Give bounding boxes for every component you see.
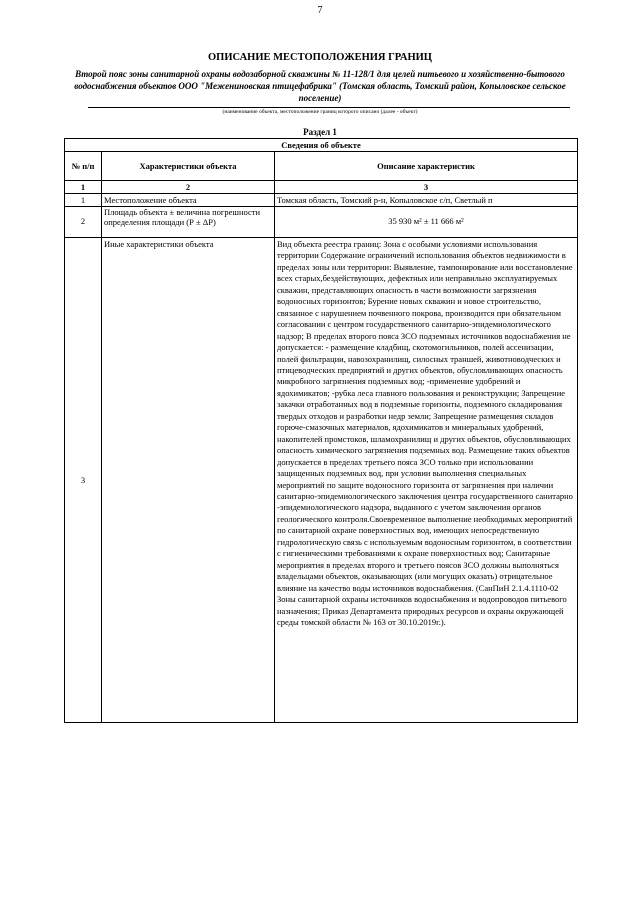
row-description: 35 930 м² ± 11 666 м² bbox=[275, 207, 578, 238]
section-title: Раздел 1 bbox=[303, 127, 337, 137]
object-info-table bbox=[64, 138, 578, 723]
document-subtitle: Второй пояс зоны санитарной охраны водозаборной скважины № 11-128/1 для целей питьевого и хозяйственно-бытового водоснабжения объектов ООО "Межениновская птицефабрика" (Томская область, Томский район, Копыловское сельское поселение) bbox=[74, 69, 566, 103]
table-header-row bbox=[65, 152, 578, 181]
row-description: Томская область, Томский р-н, Копыловское с/п, Светлый п bbox=[275, 194, 578, 207]
column-header-number: № п/п bbox=[65, 152, 102, 181]
table-row bbox=[65, 207, 578, 238]
column-header-characteristic: Характеристики объекта bbox=[102, 152, 275, 181]
row-characteristic: Местоположение объекта bbox=[102, 194, 275, 207]
column-number: 1 bbox=[65, 181, 102, 194]
row-description: Вид объекта реестра границ: Зона с особыми условиями использования территории Содержание ограничений использования объектов недвижимости в пределах зоны или территории: Выявление, тампонирование или восстановление всех старых,бездействующих, дефектных или неправильно эксплуатируемых скважин, представляющих опасность в части возможности загрязнения водоносных горизонтов; Бурение новых скважин и новое строительство, связанное с нарушением почвенного покрова, производится при обязательном согласовании с центром государственного санитарно-эпидемиологического надзор; В пределах второго пояса ЗСО подземных источников водоснабжения не допускается: - размещение кладбищ, скотомогильников, полей ассенизации, полей фильтрации, навозохранилищ, силосных траншей, животноводческих и птицеводческих предприятий и других объектов, обусловливающих опасность микробного загрязнения подземных вод; -применение удобрений и ядохимикатов; -рубка леса главного пользования и реконструкции; Запрещение закачки отработанных вод в подземные горизонты, подземного складирования твердых отходов и разработки недр земли; Запрещение размещения складов горюче-смазочных материалов, ядохимикатов и минеральных удобрений, накопителей промстоков, шламохранилищ и других объектов, обусловливающих опасность химического загрязнения подземных вод. Размещение таких объектов допускается в пределах третьего пояса ЗСО только при использовании защищенных подземных вод, при условии выполнения специальных мероприятий по защите водоносного горизонта от загрязнения при наличии санитарно-эпидемиологического заключения центра государственного санитарно -эпидемиологического надзора, выданного с учетом заключения органов геологического контроля.Своевременное выполнение необходимых мероприятий по санитарной охране поверхностных вод, имеющих непосредственную гидрологическую связь с используемым водоносным горизонтом, в соответствии с гигиеническими требованиями к охране поверхностных вод; Санитарные мероприятия в пределах второго и третьего поясов ЗСО должны выполняться владельцами объектов, оказывающих (или могущих оказать) отрицательное влияние на качество воды источников водоснабжения. (СанПиН 2.1.4.1110-02 Зоны санитарной охраны источников водоснабжения и водопроводов питьевого назначения; Приказ Департамента природных ресурсов и охраны окружающей среды томской области № 163 от 30.10.2019г.). bbox=[275, 238, 578, 723]
row-characteristic: Площадь объекта ± величина погрешности определения площади (Р ± ΔР) bbox=[102, 207, 275, 238]
column-number: 2 bbox=[102, 181, 275, 194]
document-title: ОПИСАНИЕ МЕСТОПОЛОЖЕНИЯ ГРАНИЦ bbox=[208, 52, 432, 63]
subtitle-underline bbox=[88, 107, 570, 108]
table-row bbox=[65, 194, 578, 207]
row-number: 3 bbox=[65, 238, 102, 723]
column-header-description: Описание характеристик bbox=[275, 152, 578, 181]
table-caption: Сведения об объекте bbox=[65, 139, 578, 152]
subtitle-note: (наименование объекта, местоположение границ которого описано (далее - объект) bbox=[222, 109, 418, 115]
table-row bbox=[65, 238, 578, 723]
column-number-row bbox=[65, 181, 578, 194]
row-number: 1 bbox=[65, 194, 102, 207]
row-number: 2 bbox=[65, 207, 102, 238]
page-number: 7 bbox=[317, 5, 323, 16]
column-number: 3 bbox=[275, 181, 578, 194]
row-characteristic: Иные характеристики объекта bbox=[102, 238, 275, 723]
table-caption-row bbox=[65, 139, 578, 152]
